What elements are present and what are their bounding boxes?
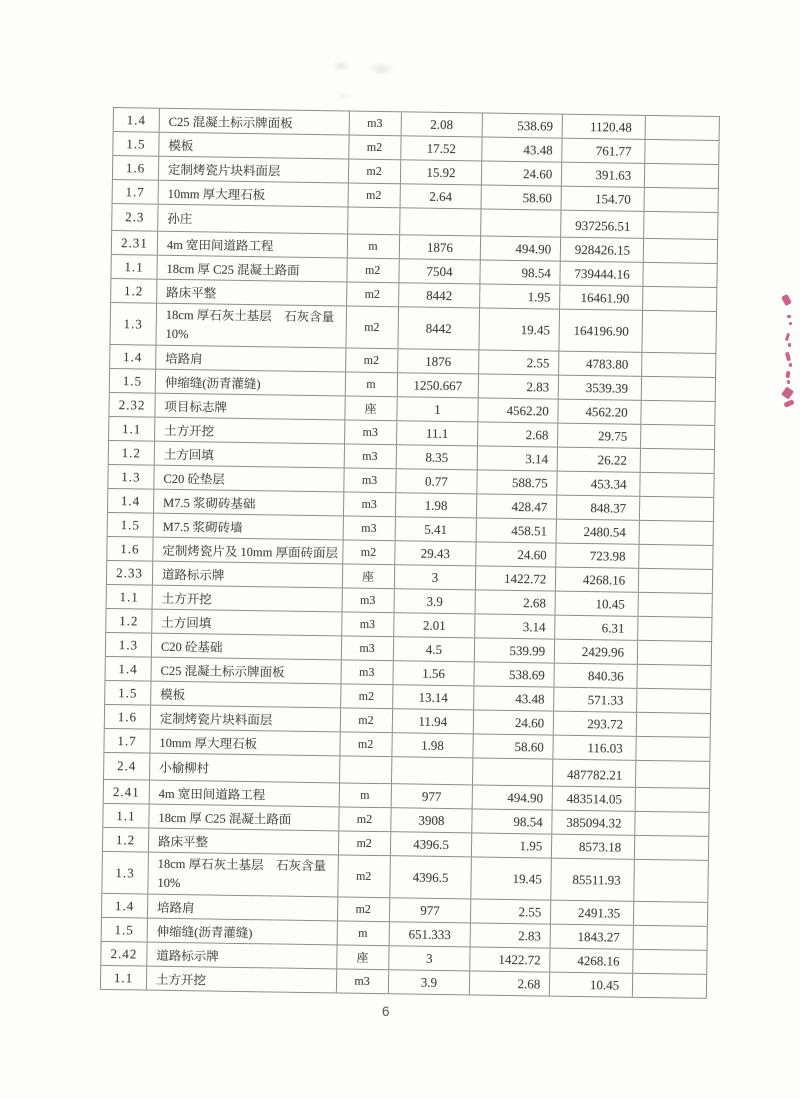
row-unit-price: 3.14 bbox=[478, 446, 558, 470]
row-unit-price: 2.68 bbox=[478, 422, 558, 446]
row-name: 道路标示牌 bbox=[153, 562, 343, 588]
row-unit-price: 2.68 bbox=[470, 971, 550, 995]
row-unit: 座 bbox=[343, 564, 395, 588]
row-name: 模板 bbox=[151, 682, 341, 708]
row-blank-cell bbox=[644, 212, 718, 239]
row-name: 定制烤瓷片块料面层 bbox=[159, 157, 349, 183]
row-total: 761.77 bbox=[562, 139, 645, 163]
row-seq: 1.4 bbox=[114, 108, 160, 132]
row-seq: 1.2 bbox=[106, 609, 152, 633]
row-unit-price: 2.55 bbox=[479, 350, 559, 374]
row-quantity: 15.92 bbox=[400, 160, 482, 184]
row-total: 848.37 bbox=[557, 496, 640, 520]
page-number: 6 bbox=[382, 1004, 390, 1019]
row-blank-cell bbox=[639, 545, 713, 569]
row-unit-price: 1422.72 bbox=[471, 947, 551, 971]
row-seq: 1.5 bbox=[108, 513, 154, 537]
row-unit: m3 bbox=[341, 636, 393, 660]
row-total: 739444.16 bbox=[561, 262, 644, 286]
row-unit-price: 98.54 bbox=[473, 809, 553, 833]
row-name: 模板 bbox=[159, 133, 349, 159]
row-name: M7.5 浆砌砖基础 bbox=[154, 490, 344, 516]
row-unit: m3 bbox=[342, 588, 394, 612]
row-blank-cell bbox=[633, 974, 707, 998]
row-unit: m3 bbox=[345, 420, 397, 444]
row-total: 2480.54 bbox=[557, 520, 640, 544]
scan-smudge bbox=[336, 92, 350, 100]
row-quantity: 8442 bbox=[399, 283, 481, 307]
row-quantity: 1.56 bbox=[393, 661, 475, 685]
row-unit-price: 24.60 bbox=[482, 161, 562, 185]
row-seq: 1.1 bbox=[107, 585, 153, 609]
row-unit: m bbox=[337, 921, 389, 945]
row-quantity: 17.52 bbox=[401, 136, 483, 160]
row-unit: m2 bbox=[338, 897, 390, 921]
row-blank-cell bbox=[642, 353, 716, 377]
row-unit-price: 43.48 bbox=[474, 686, 554, 710]
row-unit: m2 bbox=[338, 855, 391, 897]
row-unit: m2 bbox=[347, 258, 399, 282]
row-blank-cell bbox=[645, 188, 719, 212]
row-blank-cell bbox=[640, 521, 714, 545]
row-unit-price: 1422.72 bbox=[476, 566, 556, 590]
red-ink-fragment bbox=[781, 386, 794, 399]
row-seq: 1.1 bbox=[109, 417, 155, 441]
row-name: 4m 宽田间道路工程 bbox=[158, 232, 348, 258]
row-seq: 1.1 bbox=[111, 255, 157, 279]
row-unit: m3 bbox=[349, 112, 401, 136]
row-name: 小榆柳村 bbox=[150, 754, 340, 783]
row-quantity: 977 bbox=[389, 898, 471, 922]
row-seq: 1.4 bbox=[105, 657, 151, 681]
row-blank-cell bbox=[637, 713, 711, 737]
row-unit-price: 58.60 bbox=[482, 185, 562, 209]
row-name: 培路肩 bbox=[156, 346, 346, 372]
row-blank-cell bbox=[646, 116, 720, 140]
row-unit-price: 43.48 bbox=[483, 137, 563, 161]
row-total: 1120.48 bbox=[563, 115, 646, 139]
row-seq: 1.5 bbox=[105, 681, 151, 705]
scan-smudge bbox=[368, 62, 394, 76]
red-ink-fragment bbox=[781, 294, 792, 306]
row-blank-cell bbox=[639, 569, 713, 593]
row-seq: 2.32 bbox=[109, 393, 155, 417]
row-total: 1843.27 bbox=[551, 925, 634, 949]
row-seq: 2.41 bbox=[104, 780, 150, 804]
row-seq: 1.3 bbox=[108, 465, 154, 489]
row-blank-cell bbox=[635, 836, 709, 860]
row-name: 项目标志牌 bbox=[155, 394, 345, 420]
row-blank-cell bbox=[634, 926, 708, 950]
row-seq: 1.1 bbox=[103, 804, 149, 828]
row-unit-price: 19.45 bbox=[472, 857, 552, 899]
row-total: 6.31 bbox=[555, 616, 638, 640]
row-seq: 1.2 bbox=[109, 441, 155, 465]
row-unit: m2 bbox=[349, 160, 401, 184]
row-blank-cell bbox=[645, 140, 719, 164]
red-ink-fragment bbox=[783, 399, 794, 408]
row-unit-price: 538.69 bbox=[475, 662, 555, 686]
row-quantity: 8.35 bbox=[396, 445, 478, 469]
row-total: 154.70 bbox=[562, 187, 645, 211]
row-unit bbox=[340, 756, 392, 783]
row-seq: 1.5 bbox=[110, 369, 156, 393]
scan-smudge bbox=[332, 60, 350, 72]
row-seq: 1.4 bbox=[102, 894, 148, 918]
red-ink-fragment bbox=[787, 315, 791, 318]
red-ink-fragment bbox=[787, 380, 790, 384]
row-seq: 1.2 bbox=[103, 828, 149, 852]
row-total: 723.98 bbox=[556, 544, 639, 568]
row-total: 116.03 bbox=[554, 736, 637, 760]
table-tilt-wrapper bbox=[100, 107, 720, 999]
row-seq: 1.3 bbox=[102, 852, 149, 894]
row-total: 10.45 bbox=[556, 592, 639, 616]
row-blank-cell bbox=[633, 950, 707, 974]
row-blank-cell bbox=[637, 689, 711, 713]
row-seq: 2.33 bbox=[107, 561, 153, 585]
row-blank-cell bbox=[638, 665, 712, 689]
row-quantity: 977 bbox=[391, 784, 473, 808]
row-seq: 1.5 bbox=[102, 918, 148, 942]
row-unit: m2 bbox=[347, 282, 399, 306]
row-name: 培路肩 bbox=[148, 895, 338, 921]
row-quantity: 1876 bbox=[398, 349, 480, 373]
row-total: 85511.93 bbox=[552, 859, 635, 901]
row-name: 10mm 厚大理石板 bbox=[150, 730, 340, 756]
row-total: 26.22 bbox=[558, 448, 641, 472]
row-total: 571.33 bbox=[554, 688, 637, 712]
row-unit: m2 bbox=[346, 348, 398, 372]
row-unit-price: 3.14 bbox=[476, 614, 556, 638]
row-name: 18cm 厚 C25 混凝土路面 bbox=[157, 256, 347, 282]
row-seq: 1.2 bbox=[111, 279, 157, 303]
row-quantity: 2.08 bbox=[401, 112, 483, 136]
row-unit-price bbox=[473, 758, 553, 785]
row-unit: m bbox=[339, 783, 391, 807]
row-unit: m2 bbox=[339, 831, 391, 855]
row-unit-price: 538.69 bbox=[483, 113, 563, 137]
row-name: 10mm 厚大理石板 bbox=[158, 181, 348, 207]
row-unit-price: 494.90 bbox=[481, 236, 561, 260]
row-name: 路床平整 bbox=[157, 280, 347, 306]
row-quantity: 29.43 bbox=[395, 541, 477, 565]
row-blank-cell bbox=[636, 761, 710, 788]
row-unit-price: 588.75 bbox=[478, 470, 558, 494]
row-blank-cell bbox=[640, 473, 714, 497]
row-name: 定制烤瓷片及 10mm 厚面砖面层 bbox=[153, 538, 343, 564]
row-blank-cell bbox=[638, 617, 712, 641]
row-blank-cell bbox=[636, 788, 710, 812]
row-quantity bbox=[400, 208, 482, 235]
row-seq: 1.7 bbox=[104, 729, 150, 753]
row-total: 2491.35 bbox=[551, 901, 634, 925]
row-unit-price: 2.83 bbox=[471, 923, 551, 947]
row-name: 孙庄 bbox=[158, 205, 348, 234]
row-name: 4m 宽田间道路工程 bbox=[150, 781, 340, 807]
row-total: 4783.80 bbox=[559, 352, 642, 376]
row-name: C20 砼基础 bbox=[152, 634, 342, 660]
row-name: 道路标示牌 bbox=[147, 943, 337, 969]
row-name: 伸缩缝(沥青灌缝) bbox=[148, 919, 338, 945]
row-unit: m2 bbox=[340, 732, 392, 756]
row-unit: m3 bbox=[343, 516, 395, 540]
row-quantity: 2.64 bbox=[400, 184, 482, 208]
row-seq: 1.6 bbox=[105, 705, 151, 729]
row-unit: m bbox=[345, 372, 397, 396]
row-seq: 1.6 bbox=[113, 156, 159, 180]
row-quantity: 2.01 bbox=[394, 613, 476, 637]
row-name: 土方开挖 bbox=[155, 418, 345, 444]
row-blank-cell bbox=[645, 164, 719, 188]
row-quantity: 1 bbox=[397, 397, 479, 421]
row-total: 483514.05 bbox=[553, 787, 636, 811]
row-unit-price bbox=[482, 209, 562, 236]
row-quantity: 7504 bbox=[399, 259, 481, 283]
row-total: 10.45 bbox=[550, 973, 633, 997]
row-unit-price: 539.99 bbox=[475, 638, 555, 662]
row-unit: m2 bbox=[348, 184, 400, 208]
row-unit-price: 4562.20 bbox=[479, 398, 559, 422]
row-blank-cell bbox=[641, 425, 715, 449]
row-unit-price: 24.60 bbox=[474, 710, 554, 734]
row-total: 164196.90 bbox=[560, 310, 643, 352]
row-unit: m2 bbox=[341, 684, 393, 708]
row-seq: 1.1 bbox=[101, 966, 147, 990]
row-unit: m3 bbox=[341, 660, 393, 684]
row-quantity: 3908 bbox=[391, 808, 473, 832]
row-name: 18cm 厚 C25 混凝土路面 bbox=[149, 805, 339, 831]
row-total: 2429.96 bbox=[555, 640, 638, 664]
red-ink-fragment bbox=[785, 352, 791, 362]
row-total: 16461.90 bbox=[560, 286, 643, 310]
row-total: 453.34 bbox=[558, 472, 641, 496]
row-seq: 2.31 bbox=[112, 231, 158, 255]
row-total: 4268.16 bbox=[550, 949, 633, 973]
row-unit: 座 bbox=[337, 945, 389, 969]
row-total: 385094.32 bbox=[553, 811, 636, 835]
row-quantity: 1876 bbox=[399, 235, 481, 259]
row-name: 土方回填 bbox=[155, 442, 345, 468]
row-unit-price: 2.83 bbox=[479, 374, 559, 398]
row-blank-cell bbox=[643, 287, 717, 311]
row-blank-cell bbox=[634, 902, 708, 926]
row-unit-price: 1.95 bbox=[480, 284, 560, 308]
row-quantity: 4396.5 bbox=[390, 832, 472, 856]
row-seq: 1.6 bbox=[107, 537, 153, 561]
row-unit: m2 bbox=[340, 708, 392, 732]
row-unit-price: 1.95 bbox=[472, 833, 552, 857]
row-seq: 1.4 bbox=[108, 489, 154, 513]
row-unit: m3 bbox=[344, 468, 396, 492]
row-unit-price: 2.68 bbox=[476, 590, 556, 614]
row-name: C20 砼垫层 bbox=[154, 466, 344, 492]
red-ink-fragment bbox=[785, 333, 790, 342]
row-name: 土方开挖 bbox=[152, 586, 342, 612]
red-ink-fragment bbox=[788, 343, 791, 347]
row-quantity: 3 bbox=[389, 946, 471, 970]
row-quantity: 1.98 bbox=[392, 733, 474, 757]
row-blank-cell bbox=[635, 812, 709, 836]
row-total: 8573.18 bbox=[552, 835, 635, 859]
row-unit-price: 494.90 bbox=[473, 785, 553, 809]
row-quantity: 8442 bbox=[398, 307, 480, 349]
row-blank-cell bbox=[641, 401, 715, 425]
row-blank-cell bbox=[644, 263, 718, 287]
row-quantity: 13.14 bbox=[393, 685, 475, 709]
row-name: 土方回填 bbox=[152, 610, 342, 636]
row-name: 18cm 厚石灰土基层 石灰含量 10% bbox=[156, 304, 346, 348]
row-seq: 2.42 bbox=[101, 942, 147, 966]
row-quantity: 11.1 bbox=[397, 421, 479, 445]
row-quantity: 3 bbox=[394, 565, 476, 589]
row-unit-price: 24.60 bbox=[477, 542, 557, 566]
row-seq: 1.5 bbox=[113, 132, 159, 156]
row-unit: m2 bbox=[346, 306, 399, 348]
row-name: 定制烤瓷片块料面层 bbox=[151, 706, 341, 732]
row-unit: m3 bbox=[342, 612, 394, 636]
row-seq: 2.4 bbox=[104, 753, 150, 780]
row-name: C25 混凝土标示牌面板 bbox=[151, 658, 341, 684]
row-quantity: 0.77 bbox=[396, 469, 478, 493]
red-ink-fragment bbox=[789, 363, 792, 367]
row-unit-price: 98.54 bbox=[481, 260, 561, 284]
row-name: 土方开挖 bbox=[147, 967, 337, 993]
row-seq: 1.3 bbox=[106, 633, 152, 657]
row-unit-price: 58.60 bbox=[474, 734, 554, 758]
row-blank-cell bbox=[642, 377, 716, 401]
row-total: 487782.21 bbox=[553, 760, 636, 787]
row-blank-cell bbox=[644, 239, 718, 263]
row-blank-cell bbox=[638, 641, 712, 665]
row-quantity: 5.41 bbox=[395, 517, 477, 541]
row-quantity: 4.5 bbox=[393, 637, 475, 661]
row-seq: 1.3 bbox=[110, 303, 157, 345]
row-total: 4562.20 bbox=[559, 400, 642, 424]
row-blank-cell bbox=[643, 311, 717, 353]
row-unit: m2 bbox=[343, 540, 395, 564]
row-name: M7.5 浆砌砖墙 bbox=[154, 514, 344, 540]
row-blank-cell bbox=[640, 497, 714, 521]
row-total: 29.75 bbox=[558, 424, 641, 448]
row-blank-cell bbox=[641, 449, 715, 473]
row-unit: m3 bbox=[344, 492, 396, 516]
row-unit-price: 2.55 bbox=[471, 899, 551, 923]
row-quantity: 4396.5 bbox=[390, 856, 472, 898]
row-total: 840.36 bbox=[555, 664, 638, 688]
row-unit: m2 bbox=[339, 807, 391, 831]
row-name: 路床平整 bbox=[149, 829, 339, 855]
row-unit-price: 19.45 bbox=[480, 308, 560, 350]
row-seq: 2.3 bbox=[112, 204, 158, 231]
row-quantity bbox=[392, 757, 474, 784]
row-seq: 1.4 bbox=[110, 345, 156, 369]
row-unit: m2 bbox=[349, 136, 401, 160]
row-quantity: 3.9 bbox=[394, 589, 476, 613]
row-unit: m3 bbox=[336, 969, 388, 993]
row-name: 伸缩缝(沥青灌缝) bbox=[156, 370, 346, 396]
row-total: 928426.15 bbox=[561, 238, 644, 262]
row-quantity: 651.333 bbox=[389, 922, 471, 946]
quantity-table bbox=[100, 107, 720, 999]
row-name: 18cm 厚石灰土基层 石灰含量 10% bbox=[148, 853, 338, 897]
row-total: 391.63 bbox=[562, 163, 645, 187]
row-name: C25 混凝土标示牌面板 bbox=[160, 109, 350, 135]
row-blank-cell bbox=[634, 860, 708, 902]
red-ink-fragment bbox=[789, 322, 792, 325]
row-quantity: 3.9 bbox=[388, 970, 470, 994]
row-unit: 座 bbox=[345, 396, 397, 420]
row-unit-price: 428.47 bbox=[477, 494, 557, 518]
row-total: 4268.16 bbox=[556, 568, 639, 592]
row-total: 3539.39 bbox=[559, 376, 642, 400]
row-unit: m3 bbox=[344, 444, 396, 468]
row-quantity: 1.98 bbox=[395, 493, 477, 517]
row-unit-price: 458.51 bbox=[477, 518, 557, 542]
row-unit bbox=[348, 207, 400, 234]
row-blank-cell bbox=[639, 593, 713, 617]
red-ink-fragment bbox=[785, 371, 790, 379]
row-total: 293.72 bbox=[554, 712, 637, 736]
row-total: 937256.51 bbox=[561, 211, 644, 238]
row-quantity: 1250.667 bbox=[397, 373, 479, 397]
row-quantity: 11.94 bbox=[392, 709, 474, 733]
row-blank-cell bbox=[636, 737, 710, 761]
row-unit: m bbox=[347, 234, 399, 258]
row-seq: 1.7 bbox=[113, 180, 159, 204]
